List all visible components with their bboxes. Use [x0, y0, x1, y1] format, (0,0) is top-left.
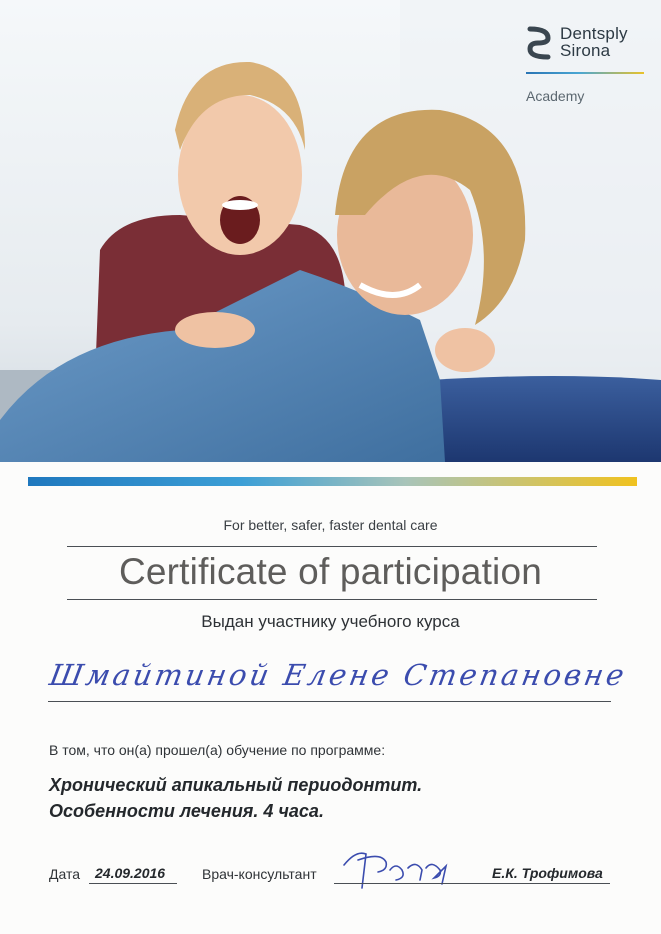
title-top-rule — [67, 546, 597, 547]
tagline: For better, safer, faster dental care — [223, 517, 438, 533]
program-title-line1: Хронический апикальный периодонтит. — [49, 775, 423, 795]
name-underline — [48, 701, 611, 702]
date-underline — [89, 883, 177, 884]
certificate-title: Certificate of participation — [118, 551, 543, 592]
program-intro: В том, что он(а) прошел(а) обучение по программе: — [49, 742, 386, 758]
academy-label: Academy — [526, 88, 585, 104]
certificate-subtitle: Выдан участнику учебного курса — [201, 612, 460, 631]
consultant-label: Врач-консультант — [202, 866, 317, 882]
title-bottom-rule — [67, 599, 597, 600]
gradient-divider — [28, 477, 637, 486]
date-value: 24.09.2016 — [95, 865, 166, 881]
dentsply-sirona-swirl-icon — [526, 26, 552, 60]
date-label: Дата — [49, 866, 81, 882]
signature-underline — [334, 883, 610, 884]
brand-name-line2: Sirona — [560, 41, 611, 60]
logo-divider — [526, 72, 644, 74]
brand-name-line1: Dentsply — [560, 24, 628, 43]
program-title-line2: Особенности лечения. 4 часа. — [49, 801, 324, 821]
dentsply-sirona-logo — [524, 24, 649, 114]
consultant-signature — [336, 840, 476, 900]
consultant-name: Е.К. Трофимова — [492, 865, 603, 881]
participant-name: Шмайтиной Елене Степановне — [47, 658, 630, 692]
